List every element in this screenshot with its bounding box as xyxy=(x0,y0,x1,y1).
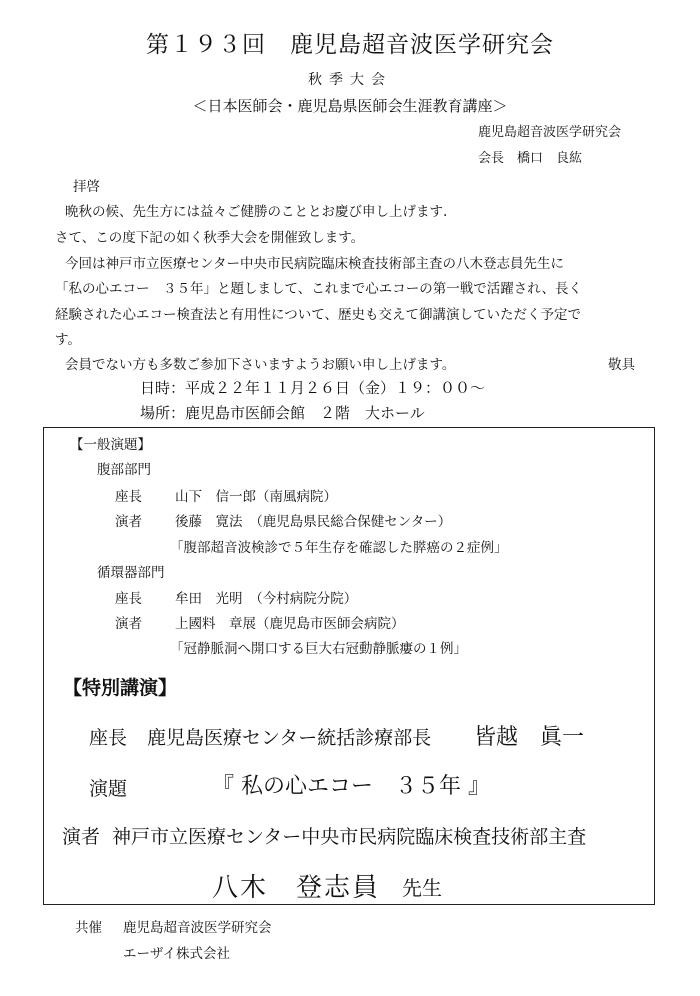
letter-line-6: す。 xyxy=(55,332,81,348)
organizer-name: 鹿児島超音波医学研究会 xyxy=(478,125,622,140)
cosponsor-label: 共催 xyxy=(75,920,102,936)
special-speaker-label: 演者 xyxy=(62,826,101,848)
special-chair-affiliation: 鹿児島医療センター統括診療部長 xyxy=(147,727,432,749)
page-title: 第１９３回 鹿児島超音波医学研究会 xyxy=(146,32,554,58)
letter-line-3: 今回は神戸市立医療センター中央市民病院臨床検査技術部主査の八木登志員先生に xyxy=(65,256,564,272)
cardio-chair: 牟田 光明 （今村病院分院） xyxy=(175,591,358,607)
cardio-chair-label: 座長 xyxy=(115,591,142,607)
special-speaker-name: 八木 登志員 xyxy=(212,873,381,903)
cardio-talk: 「冠静脈洞へ開口する巨大右冠動静脈瘻の１例」 xyxy=(170,641,467,657)
special-speaker-honorific: 先生 xyxy=(402,876,442,900)
special-title: 『 私の心エコー ３５年 』 xyxy=(212,774,490,799)
special-heading: 【特別講演】 xyxy=(63,677,178,699)
organizer-president: 会長 橋口 良紘 xyxy=(478,151,583,166)
abdominal-speaker-label: 演者 xyxy=(115,514,142,530)
general-heading: 【一般演題】 xyxy=(70,437,151,453)
special-title-label: 演題 xyxy=(89,778,128,800)
abdominal-talk: 「腹部超音波検診で５年生存を確認した膵癌の２症例」 xyxy=(170,540,508,556)
abdominal-section: 腹部部門 xyxy=(97,462,151,478)
cosponsor-2: エーザイ株式会社 xyxy=(123,946,231,962)
letter-opening: 拝啓 xyxy=(73,179,100,195)
abdominal-speaker: 後藤 寛法 （鹿児島県民総合保健センター） xyxy=(175,514,452,530)
cardio-section: 循環器部門 xyxy=(97,565,165,581)
abdominal-chair: 山下 信一郎（南風病院） xyxy=(175,489,337,505)
letter-line-1: 晩秋の候、先生方には益々ご健勝のこととお慶び申し上げます. xyxy=(65,204,448,220)
event-subtitle: 秋季大会 xyxy=(308,72,392,88)
letter-line-7: 会員でない方も多数ご参加下さいますようお願い申し上げます。 xyxy=(65,357,456,373)
letter-line-4: 「私の心エコー ３５年」と題しまして、これまで心エコーの第一戦で活躍され、長く xyxy=(55,281,583,297)
letter-line-2: さて、この度下記の如く秋季大会を開催致します。 xyxy=(55,230,365,246)
event-datetime: 日時：平成２２年１１月２６日（金）１９：００～ xyxy=(140,379,486,397)
abdominal-chair-label: 座長 xyxy=(115,489,142,505)
special-speaker-affiliation: 神戸市立医療センター中央市民病院臨床検査技術部主査 xyxy=(112,826,587,848)
special-chair-name: 皆越 眞一 xyxy=(474,725,585,750)
letter-closing: 敬具 xyxy=(608,357,635,373)
cardio-speaker-label: 演者 xyxy=(115,616,142,632)
event-venue: 場所：鹿児島市医師会館 ２階 大ホール xyxy=(140,404,425,422)
cardio-speaker: 上國料 章展（鹿児島市医師会病院） xyxy=(175,616,405,632)
cosponsor-1: 鹿児島超音波医学研究会 xyxy=(123,920,272,936)
event-subtitle-2: ＜日本医師会・鹿児島県医師会生涯教育講座＞ xyxy=(192,97,508,115)
letter-line-5: 経験された心エコー検査法と有用性について、歴史も交えて御講演していただく予定で xyxy=(55,307,581,323)
special-chair-label: 座長 xyxy=(89,727,128,749)
